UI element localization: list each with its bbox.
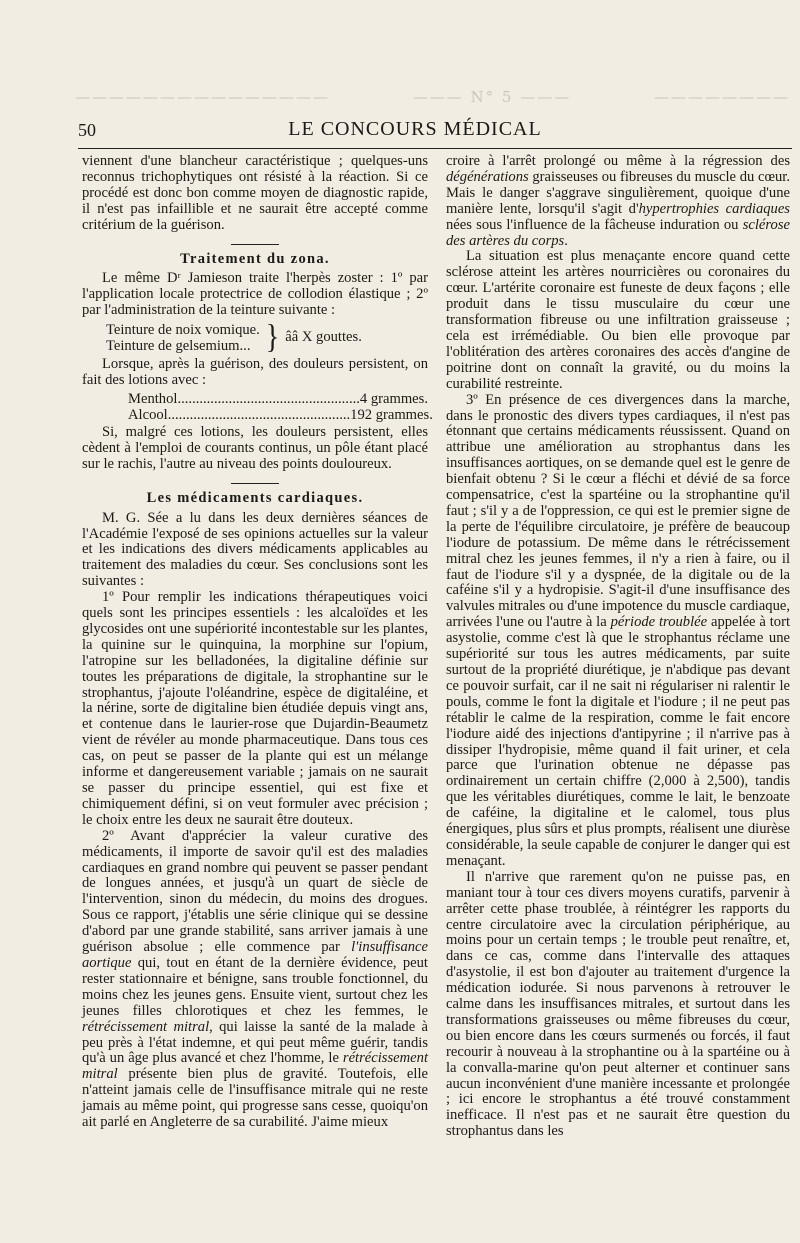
prescription-block — [106, 318, 428, 357]
text-run: nées sous l'influence de la fâcheuse induration ou — [446, 216, 743, 233]
formula-ingredient: Alcool — [128, 406, 168, 423]
left-column — [82, 153, 433, 1224]
page-number: 50 — [78, 120, 96, 140]
paragraph: Si, malgré ces lotions, les douleurs persistent, elles cèdent à l'emploi de courants continus, un pôle étant placé sur le rachis, l'autre au niveau des points douloureux. — [82, 423, 428, 472]
formula-row — [128, 390, 428, 407]
text-run: croire à l'arrêt prolongé ou même à la régression des — [446, 153, 790, 169]
italic-term: rétrécissement mitral — [82, 1018, 210, 1035]
paragraph: La situation est plus menaçante encore quand cette sclérose atteint les artères nourricières ou coronaires du cœur. L'artérite coronaire est funeste de deux façons ; elle produit dans le tissu musculaire du cœur une transformation fibreuse ou une infiltration graisseuse ; cela est irrémédiable. Ou bien elle provoque par l'oblitération des artères coronaires des accès d'angine de poitrine dont on connaît la gravité, ou du moins la curabilité restreinte. — [446, 248, 790, 392]
paragraph — [446, 154, 790, 249]
rx-dose: ââ X gouttes. — [285, 329, 362, 346]
paragraph: Il n'arrive que rarement qu'on ne puisse pas, en maniant tour à tour ces divers moyens curatifs, parvenir à arrêter cette phase troublée, à réintégrer les rapports du centre circulatoire avec la circulation périphérique, au moins pour un certain temps ; le trouble peut renaître, et, dans ce cas, comme dans l'intervalle des attaques d'asystolie, il est bon d'ajouter au traitement d'urgence la médication iodurée. Si nous parvenons à retrouver le calme dans les insuffisances mitrales, et surtout dans les transformations graisseuses ou même fibreuses du cœur, ou bien encore dans les cœurs surmenés ou forcés, il faut recourir à nouveau à la strophantine ou à la spartéine ou à la convalla-marine qu'on peut alterner et continuer sans aucun inconvénient d'une manière incessante et prolongée ; ici encore le strophantus a été trouvé constamment inefficace. Il n'est pas et ne saurait être question du strophantus dans les — [446, 868, 790, 1140]
formula-quantity: 192 grammes. — [350, 406, 433, 423]
text-run: appelée à tort asystolie, comme c'est là que le strophantus réclame une supériorité sur tous les autres médicaments, par suite surtout de la propriété diurétique, je n'abdique pas devant ce pouvoir surfait, car il ne sait ni régulariser ni ralentir le pouls, comme le font la digitale et l'iodure ; il ne peut pas rétablir le calme de la respiration, comme le fait encore l'iodure aidé des injections d'antipyrine ; il n'arrive pas à dissiper l'hydropisie, même quand il fait uriner, et cela parce que l'urination obtenue ne dépasse pas ordinairement un certain chiffre (2,000 à 2,500), tandis que les véritables diurétiques, comme le lait, le benzoate de caféine, la digitaline et le calomel, tous plus énergiques, plus sûrs et plus prompts, réalisent une diurèse considérable, la seule capable de conjurer le danger qui est menaçant. — [446, 614, 790, 869]
running-title: LE CONCOURS MÉDICAL — [288, 118, 542, 140]
text-run: graisseuses ou fibreuses du muscle du cœur. Mais le danger s'aggrave singulièrement, quoique d'une manière lente, lorsqu'il s'agit d' — [446, 168, 790, 217]
italic-term: sclérose des artères du corps — [446, 216, 790, 249]
text-run: , qui laisse la santé de la malade à peu près à l'état indemne, et qui peut même guérir, tandis qu'à un âge plus avancé et chez l'homme, le — [82, 1018, 428, 1067]
brace-icon: } — [265, 318, 280, 357]
formula-row — [128, 406, 433, 423]
rx-line: Teinture de gelsemium... — [106, 338, 251, 355]
text-run: . — [564, 232, 568, 249]
section-divider — [231, 483, 279, 484]
paragraph — [446, 393, 790, 870]
page-header — [78, 116, 792, 146]
section-heading-cardiaques: Les médicaments cardiaques. — [146, 489, 364, 506]
formula-block — [128, 390, 433, 423]
section-heading-zona: Traitement du zona. — [180, 250, 330, 267]
leader-dots: .................................................. — [177, 390, 360, 407]
leader-dots: .................................................. — [167, 406, 351, 423]
text-run: présente bien plus de gravité. Toutefois, elle n'atteint jamais celle de l'insuffisance mitrale qui ne reste jamais au même point, qui progresse sans cesse, quoiqu'on ait parlé en Angleterre de sa curabilité. J'aime mieux — [82, 1066, 428, 1131]
paragraph: Lorsque, après la guérison, des douleurs persistent, on fait des lotions avec : — [82, 356, 428, 389]
paragraph: M. G. Sée a lu dans les deux dernières séances de l'Académie l'exposé de ses opinions actuelles sur la valeur et les indications des divers médicaments applicables au traitement des maladies du cœur. Ses conclusions sont les suivantes : — [82, 509, 428, 590]
paragraph: 1º Pour remplir les indications thérapeutiques voici quels sont les principes essentiels : les alcaloïdes et les glycosides ont une supériorité incontestable sur les plantes, la quinine sur le quinquina, la morphine sur l'opium, l'atropine sur les belladonées, la digitaline définie sur toutes les préparations de digitale, la strophantine sur le strophantus, j'ajoute l'oléandrine, espèce de digitaléine, et la nérine, sorte de digitaline bien étudiée depuis vingt ans, et contenue dans le laurier-rose que Dujardin-Beaumetz vient de révéler au monde pharmaceutique. Dans tous ces cas, on peut se passer de la plante qui est un mélange informe et dangereusement variable ; jamais on ne saurait se passer du principe essentiel, qui est fixe et chimiquement défini, si on veut formuler avec précision ; le choix entre les deux ne saurait être douteux. — [82, 589, 428, 828]
paragraph: viennent d'une blancheur caractéristique ; quelques-uns reconnus trichophytiques ont résisté à la réaction. Si ce procédé est donc bon comme moyen de diagnostic rapide, il n'est pas infaillible et ne saurait être accepté comme critérium de la guérison. — [82, 153, 428, 233]
italic-term: rétrécissement mitral — [82, 1050, 428, 1083]
text-run: 3º En présence de ces divergences dans la marche, dans le pronostic des divers types cardiaques, il n'est pas étonnant que certains médicaments réussissent. Quand on attribue une amélioration au strophantus dans les insuffisances aortiques, on se demande quel est le genre de bienfait obtenu ? Si le cœur a fléchi et dévié de sa force compensatrice, c'est la spartéine ou la strophantine qu'il faut ; s'il y a de l'oppression, ce qui est le premier signe de la perte de l'équilibre circulatoire, je préfère de beaucoup l'iodure de potassium. De même dans le rétrécissement mitral chez les jeunes femmes, il n'y a rien à faire, ou il faut de l'iodure s'il y a dyspnée, de la digitale ou de la caféine s'il y a hydropisie. S'agit-il d'une insuffisance des valvules mitrales ou d'une impotence du muscle cardiaque, arrivées l'une ou l'autre à la — [446, 391, 790, 631]
text-run: qui, tout en étant de la dernière évidence, peut rester stationnaire et bénigne, sans trouble fonctionnel, du moins chez les jeunes gens. Ensuite vient, surtout chez les jeunes filles chlorotiques et chez les femmes, le — [82, 954, 428, 1019]
formula-ingredient: Menthol — [128, 390, 178, 407]
italic-term: hypertrophies cardiaques — [638, 200, 790, 217]
paragraph — [82, 829, 428, 1131]
formula-quantity: 4 grammes. — [359, 390, 428, 407]
italic-term: dégénérations — [446, 168, 529, 185]
italic-term: l'insuffisance aortique — [82, 939, 428, 971]
rx-line: Teinture de noix vomique. — [106, 322, 260, 339]
bleed-through-text: ——————————————— ——— N° 5 ——— ———————— — [75, 88, 790, 106]
right-column — [446, 154, 790, 1224]
paragraph: Le même Dʳ Jamieson traite l'herpès zoster : 1º par l'application locale protectrice de collodion élastique ; 2º par l'administration de la teinture suivante : — [82, 270, 428, 319]
italic-term: période troublée — [610, 614, 708, 631]
section-divider — [231, 244, 279, 245]
text-run: 2º Avant d'apprécier la valeur curative des médicaments, il importe de savoir qu'il est des maladies cardiaques en grand nombre qui peuvent se passer pendant de longues années, et jusqu'à un quart de siècle de l'intervention, sinon du médecin, du moins des drogues. Sous ce rapport, j'établis une série clinique qui se dessine d'abord par une grande stabilité, sans arriver jamais à une guérison absolue ; elle commence par — [82, 827, 428, 956]
header-rule — [78, 148, 792, 149]
